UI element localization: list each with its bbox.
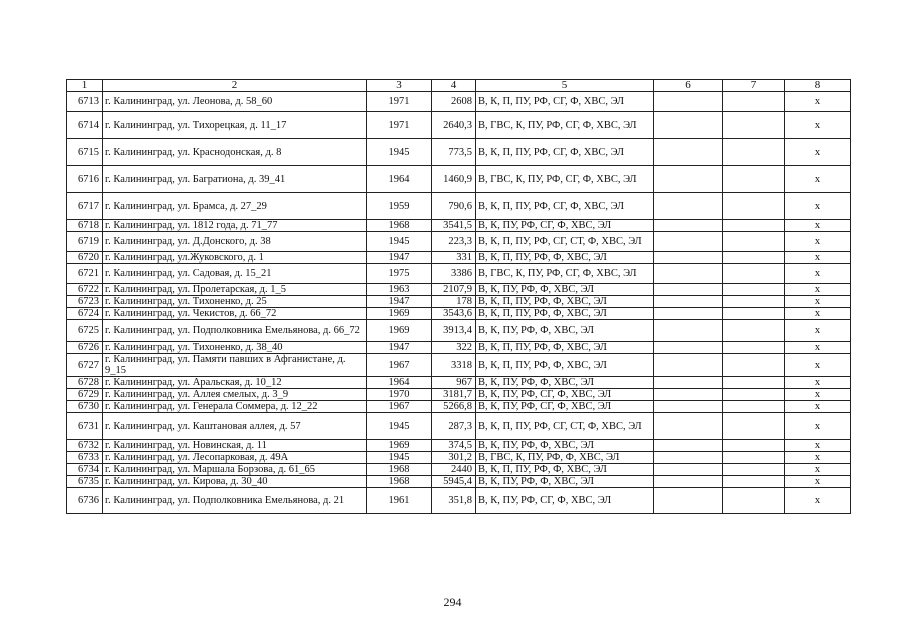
row-area: 790,6 — [432, 193, 476, 220]
row-col6 — [654, 232, 723, 252]
row-col6 — [654, 464, 723, 476]
row-number: 6722 — [67, 284, 103, 296]
row-col6 — [654, 220, 723, 232]
row-mark: х — [785, 377, 851, 389]
row-number: 6721 — [67, 264, 103, 284]
row-area: 301,2 — [432, 452, 476, 464]
row-col7 — [723, 284, 785, 296]
row-services: В, К, П, ПУ, РФ, СГ, СТ, Ф, ХВС, ЭЛ — [476, 232, 654, 252]
page-number: 294 — [443, 595, 462, 609]
row-col6 — [654, 342, 723, 354]
row-col7 — [723, 252, 785, 264]
row-col6 — [654, 139, 723, 166]
row-area: 3318 — [432, 354, 476, 377]
row-number: 6736 — [67, 488, 103, 514]
row-address: г. Калининград, ул. Тихоненко, д. 25 — [103, 296, 367, 308]
row-mark: х — [785, 92, 851, 112]
row-col6 — [654, 452, 723, 464]
row-year: 1969 — [367, 308, 432, 320]
row-services: В, К, П, ПУ, РФ, СГ, Ф, ХВС, ЭЛ — [476, 139, 654, 166]
row-mark: х — [785, 232, 851, 252]
column-header: 4 — [432, 80, 476, 92]
row-number: 6731 — [67, 413, 103, 440]
row-address: г. Калининград, ул. Аллея смелых, д. 3_9 — [103, 389, 367, 401]
row-col6 — [654, 193, 723, 220]
row-services: В, К, ПУ, РФ, СГ, Ф, ХВС, ЭЛ — [476, 220, 654, 232]
row-col7 — [723, 389, 785, 401]
row-services: В, К, П, ПУ, РФ, СГ, Ф, ХВС, ЭЛ — [476, 193, 654, 220]
row-col7 — [723, 476, 785, 488]
table-row — [67, 401, 851, 413]
row-col7 — [723, 452, 785, 464]
row-area: 178 — [432, 296, 476, 308]
row-number: 6713 — [67, 92, 103, 112]
row-mark: х — [785, 112, 851, 139]
row-year: 1967 — [367, 354, 432, 377]
row-col7 — [723, 166, 785, 193]
row-services: В, К, П, ПУ, РФ, Ф, ХВС, ЭЛ — [476, 296, 654, 308]
row-mark: х — [785, 389, 851, 401]
row-services: В, К, П, ПУ, РФ, СГ, СТ, Ф, ХВС, ЭЛ — [476, 413, 654, 440]
row-address: г. Калининград, ул. Садовая, д. 15_21 — [103, 264, 367, 284]
row-mark: х — [785, 220, 851, 232]
row-col6 — [654, 389, 723, 401]
row-mark: х — [785, 354, 851, 377]
row-col7 — [723, 320, 785, 342]
row-number: 6732 — [67, 440, 103, 452]
row-area: 3543,6 — [432, 308, 476, 320]
row-year: 1970 — [367, 389, 432, 401]
row-area: 1460,9 — [432, 166, 476, 193]
row-address: г. Калининград, ул. Подполковника Емельянова, д. 21 — [103, 488, 367, 514]
row-col7 — [723, 488, 785, 514]
row-col7 — [723, 296, 785, 308]
table-row — [67, 389, 851, 401]
row-year: 1964 — [367, 377, 432, 389]
row-services: В, К, П, ПУ, РФ, Ф, ХВС, ЭЛ — [476, 354, 654, 377]
row-mark: х — [785, 476, 851, 488]
row-year: 1968 — [367, 220, 432, 232]
row-address: г. Калининград, ул. Лесопарковая, д. 49А — [103, 452, 367, 464]
row-col7 — [723, 308, 785, 320]
row-services: В, К, ПУ, РФ, Ф, ХВС, ЭЛ — [476, 284, 654, 296]
table-row — [67, 476, 851, 488]
table-row — [67, 452, 851, 464]
row-mark: х — [785, 193, 851, 220]
row-col6 — [654, 92, 723, 112]
table-row — [67, 354, 851, 377]
row-mark: х — [785, 401, 851, 413]
column-header: 7 — [723, 80, 785, 92]
row-mark: х — [785, 452, 851, 464]
row-year: 1959 — [367, 193, 432, 220]
row-col7 — [723, 413, 785, 440]
row-year: 1971 — [367, 92, 432, 112]
row-area: 967 — [432, 377, 476, 389]
row-address: г. Калининград, ул. Леонова, д. 58_60 — [103, 92, 367, 112]
row-col7 — [723, 112, 785, 139]
row-number: 6733 — [67, 452, 103, 464]
row-col6 — [654, 252, 723, 264]
row-services: В, К, ПУ, РФ, СГ, Ф, ХВС, ЭЛ — [476, 401, 654, 413]
row-area: 3181,7 — [432, 389, 476, 401]
table-row — [67, 440, 851, 452]
row-number: 6734 — [67, 464, 103, 476]
table-row — [67, 320, 851, 342]
row-mark: х — [785, 488, 851, 514]
row-year: 1945 — [367, 452, 432, 464]
row-address: г. Калининград, ул.Жуковского, д. 1 — [103, 252, 367, 264]
row-col6 — [654, 377, 723, 389]
row-area: 2608 — [432, 92, 476, 112]
row-col6 — [654, 166, 723, 193]
table-row — [67, 488, 851, 514]
row-number: 6730 — [67, 401, 103, 413]
column-header: 3 — [367, 80, 432, 92]
row-year: 1968 — [367, 464, 432, 476]
row-mark: х — [785, 440, 851, 452]
row-col6 — [654, 476, 723, 488]
row-col6 — [654, 354, 723, 377]
row-col6 — [654, 401, 723, 413]
row-services: В, К, ПУ, РФ, СГ, Ф, ХВС, ЭЛ — [476, 488, 654, 514]
row-col7 — [723, 92, 785, 112]
table-row — [67, 252, 851, 264]
row-services: В, К, ПУ, РФ, Ф, ХВС, ЭЛ — [476, 320, 654, 342]
row-services: В, К, П, ПУ, РФ, Ф, ХВС, ЭЛ — [476, 308, 654, 320]
row-services: В, К, ПУ, РФ, Ф, ХВС, ЭЛ — [476, 476, 654, 488]
table-row — [67, 342, 851, 354]
row-services: В, К, ПУ, РФ, Ф, ХВС, ЭЛ — [476, 377, 654, 389]
row-col6 — [654, 440, 723, 452]
row-col7 — [723, 139, 785, 166]
table-row — [67, 284, 851, 296]
row-mark: х — [785, 252, 851, 264]
row-col6 — [654, 112, 723, 139]
row-number: 6716 — [67, 166, 103, 193]
row-year: 1945 — [367, 139, 432, 166]
row-address: г. Калининград, ул. Новинская, д. 11 — [103, 440, 367, 452]
row-year: 1969 — [367, 320, 432, 342]
row-services: В, ГВС, К, ПУ, РФ, СГ, Ф, ХВС, ЭЛ — [476, 166, 654, 193]
row-col7 — [723, 342, 785, 354]
row-address: г. Калининград, ул. 1812 года, д. 71_77 — [103, 220, 367, 232]
row-mark: х — [785, 264, 851, 284]
table-row — [67, 413, 851, 440]
row-number: 6727 — [67, 354, 103, 377]
row-address: г. Калининград, ул. Маршала Борзова, д. 61_65 — [103, 464, 367, 476]
table-row — [67, 220, 851, 232]
table-row — [67, 308, 851, 320]
row-year: 1945 — [367, 232, 432, 252]
row-area: 773,5 — [432, 139, 476, 166]
row-address: г. Калининград, ул. Чекистов, д. 66_72 — [103, 308, 367, 320]
row-year: 1967 — [367, 401, 432, 413]
row-year: 1963 — [367, 284, 432, 296]
row-col7 — [723, 401, 785, 413]
row-area: 2440 — [432, 464, 476, 476]
building-registry-table — [66, 79, 851, 514]
row-address: г. Калининград, ул. Аральская, д. 10_12 — [103, 377, 367, 389]
column-header: 8 — [785, 80, 851, 92]
row-services: В, ГВС, К, ПУ, РФ, СГ, Ф, ХВС, ЭЛ — [476, 112, 654, 139]
row-number: 6718 — [67, 220, 103, 232]
table-row — [67, 232, 851, 252]
row-year: 1945 — [367, 413, 432, 440]
row-address: г. Калининград, ул. Подполковника Емельянова, д. 66_72 — [103, 320, 367, 342]
row-address: г. Калининград, ул. Генерала Соммера, д. 12_22 — [103, 401, 367, 413]
table-row — [67, 264, 851, 284]
row-year: 1947 — [367, 342, 432, 354]
row-col6 — [654, 264, 723, 284]
row-year: 1968 — [367, 476, 432, 488]
row-services: В, К, ПУ, РФ, СГ, Ф, ХВС, ЭЛ — [476, 389, 654, 401]
row-address: г. Калининград, ул. Д.Донского, д. 38 — [103, 232, 367, 252]
row-mark: х — [785, 320, 851, 342]
row-area: 331 — [432, 252, 476, 264]
row-col7 — [723, 377, 785, 389]
column-header: 5 — [476, 80, 654, 92]
row-address: г. Калининград, ул. Тихорецкая, д. 11_17 — [103, 112, 367, 139]
row-col6 — [654, 320, 723, 342]
row-col6 — [654, 413, 723, 440]
row-area: 351,8 — [432, 488, 476, 514]
row-col7 — [723, 464, 785, 476]
row-number: 6725 — [67, 320, 103, 342]
row-services: В, К, ПУ, РФ, Ф, ХВС, ЭЛ — [476, 440, 654, 452]
row-address: г. Калининград, ул. Тихоненко, д. 38_40 — [103, 342, 367, 354]
row-col6 — [654, 308, 723, 320]
row-address: г. Калининград, ул. Каштановая аллея, д. 57 — [103, 413, 367, 440]
row-col7 — [723, 220, 785, 232]
row-area: 3913,4 — [432, 320, 476, 342]
row-mark: х — [785, 464, 851, 476]
table-row — [67, 139, 851, 166]
row-year: 1969 — [367, 440, 432, 452]
row-area: 223,3 — [432, 232, 476, 252]
row-number: 6735 — [67, 476, 103, 488]
row-mark: х — [785, 413, 851, 440]
row-col7 — [723, 354, 785, 377]
table-header-row — [67, 80, 851, 92]
row-mark: х — [785, 284, 851, 296]
row-number: 6726 — [67, 342, 103, 354]
row-year: 1947 — [367, 296, 432, 308]
row-area: 5945,4 — [432, 476, 476, 488]
row-col7 — [723, 193, 785, 220]
row-col6 — [654, 488, 723, 514]
row-address: г. Калининград, ул. Краснодонская, д. 8 — [103, 139, 367, 166]
row-services: В, К, П, ПУ, РФ, Ф, ХВС, ЭЛ — [476, 252, 654, 264]
row-services: В, К, П, ПУ, РФ, Ф, ХВС, ЭЛ — [476, 464, 654, 476]
row-year: 1975 — [367, 264, 432, 284]
row-number: 6720 — [67, 252, 103, 264]
row-mark: х — [785, 166, 851, 193]
row-col6 — [654, 284, 723, 296]
table-row — [67, 92, 851, 112]
row-address: г. Калининград, ул. Брамса, д. 27_29 — [103, 193, 367, 220]
row-area: 5266,8 — [432, 401, 476, 413]
row-mark: х — [785, 296, 851, 308]
row-col7 — [723, 232, 785, 252]
row-year: 1964 — [367, 166, 432, 193]
row-number: 6719 — [67, 232, 103, 252]
row-number: 6714 — [67, 112, 103, 139]
row-services: В, ГВС, К, ПУ, РФ, Ф, ХВС, ЭЛ — [476, 452, 654, 464]
row-area: 374,5 — [432, 440, 476, 452]
table-row — [67, 464, 851, 476]
table-row — [67, 193, 851, 220]
row-number: 6717 — [67, 193, 103, 220]
row-col7 — [723, 264, 785, 284]
row-mark: х — [785, 342, 851, 354]
row-address: г. Калининград, ул. Кирова, д. 30_40 — [103, 476, 367, 488]
table-row — [67, 166, 851, 193]
row-year: 1947 — [367, 252, 432, 264]
row-mark: х — [785, 139, 851, 166]
row-address: г. Калининград, ул. Пролетарская, д. 1_5 — [103, 284, 367, 296]
row-area: 3386 — [432, 264, 476, 284]
column-header: 1 — [67, 80, 103, 92]
column-header: 6 — [654, 80, 723, 92]
row-services: В, К, П, ПУ, РФ, Ф, ХВС, ЭЛ — [476, 342, 654, 354]
row-number: 6724 — [67, 308, 103, 320]
column-header: 2 — [103, 80, 367, 92]
table-row — [67, 112, 851, 139]
row-mark: х — [785, 308, 851, 320]
row-services: В, К, П, ПУ, РФ, СГ, Ф, ХВС, ЭЛ — [476, 92, 654, 112]
row-number: 6729 — [67, 389, 103, 401]
row-address: г. Калининград, ул. Памяти павших в Афганистане, д. 9_15 — [103, 354, 367, 377]
row-services: В, ГВС, К, ПУ, РФ, СГ, Ф, ХВС, ЭЛ — [476, 264, 654, 284]
row-col6 — [654, 296, 723, 308]
row-area: 2107,9 — [432, 284, 476, 296]
row-number: 6715 — [67, 139, 103, 166]
row-address: г. Калининград, ул. Багратиона, д. 39_41 — [103, 166, 367, 193]
row-number: 6723 — [67, 296, 103, 308]
table-row — [67, 377, 851, 389]
row-year: 1961 — [367, 488, 432, 514]
row-year: 1971 — [367, 112, 432, 139]
row-area: 2640,3 — [432, 112, 476, 139]
table-row — [67, 296, 851, 308]
row-area: 287,3 — [432, 413, 476, 440]
row-col7 — [723, 440, 785, 452]
row-area: 322 — [432, 342, 476, 354]
row-area: 3541,5 — [432, 220, 476, 232]
row-number: 6728 — [67, 377, 103, 389]
table-body — [67, 80, 851, 514]
